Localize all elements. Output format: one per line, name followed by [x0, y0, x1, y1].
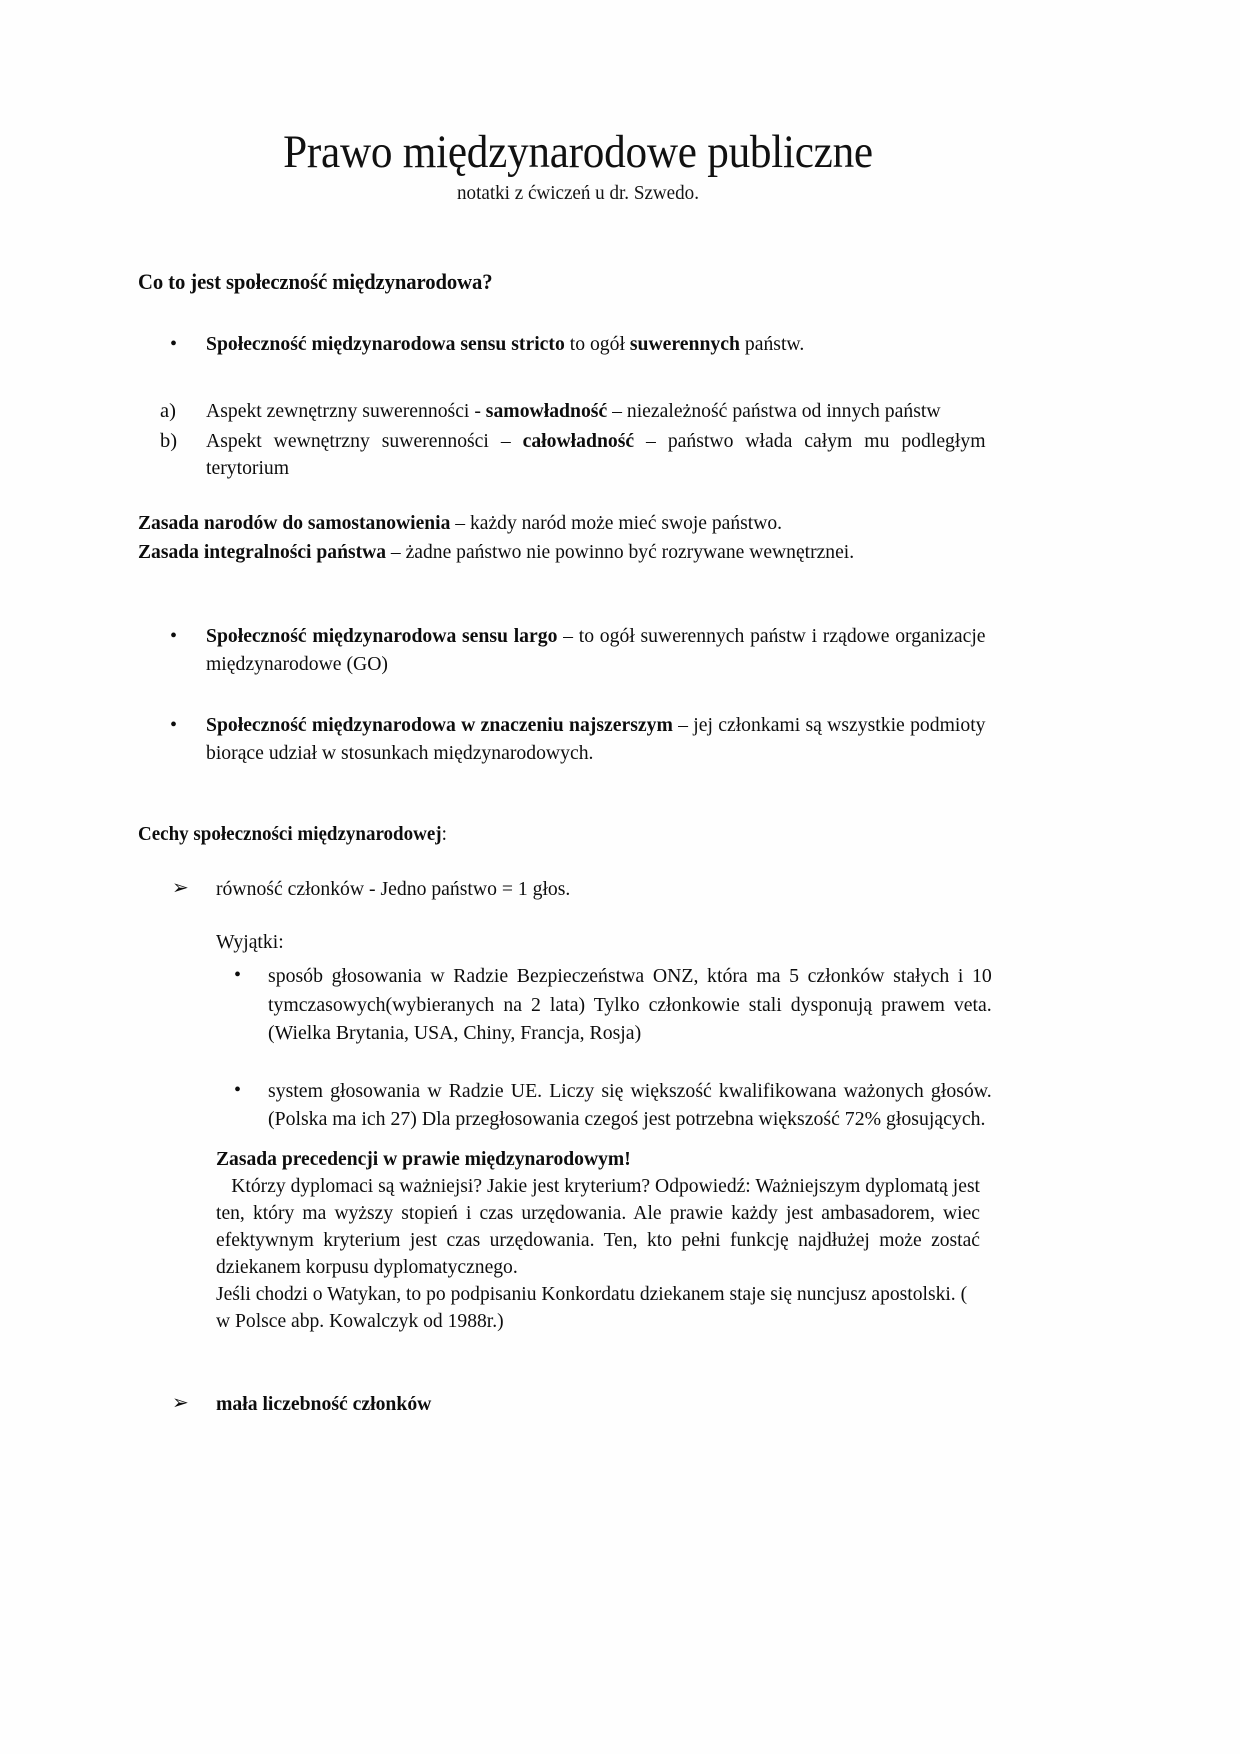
spacer — [138, 358, 1018, 398]
heading-emphasis: Cechy społeczności międzynarodowej — [138, 823, 442, 846]
list-item — [138, 398, 1018, 425]
list-item — [138, 712, 1018, 767]
emphasis-term: samowładność — [485, 400, 608, 423]
text-run: państw. — [739, 332, 805, 355]
section-heading-cechy — [138, 823, 974, 846]
spacer — [138, 1134, 1018, 1148]
cechy-arrow-list-1 — [138, 876, 1018, 903]
zasada-paragraph — [138, 539, 978, 566]
list-item — [138, 623, 1018, 678]
bullet-dot-icon: • — [170, 714, 178, 737]
bullet-dot-icon: • — [170, 332, 178, 355]
text-run: – każdy naród może mieć swoje państwo. — [450, 512, 783, 535]
bullet-dot-icon: • — [234, 1079, 242, 1102]
text-run: to ogół — [564, 332, 630, 355]
list-item-text — [206, 712, 986, 767]
wyjatki-block — [216, 929, 1018, 1133]
definition-bullet-list-1 — [138, 331, 1018, 358]
page-subtitle: notatki z ćwiczeń u dr. Szwedo. — [457, 181, 699, 204]
emphasis-term: całowładność — [522, 429, 635, 452]
arrow-right-icon: ➢ — [172, 1391, 189, 1414]
emphasis-term: Społeczność międzynarodowa sensu largo — [206, 625, 558, 648]
list-marker-b: b) — [160, 429, 178, 452]
wyjatki-label: Wyjątki: — [216, 931, 284, 954]
zasady-block — [138, 510, 1018, 565]
spacer — [138, 767, 1018, 823]
page-title: Prawo międzynarodowe publiczne — [283, 126, 873, 178]
text-run: – niezależność państwa od innych państw — [607, 400, 941, 423]
section-heading-spolecznosc: Co to jest społeczność międzynarodowa? — [138, 268, 493, 294]
list-item — [216, 1077, 1018, 1134]
document-content — [138, 128, 1018, 1418]
spacer — [138, 567, 1018, 623]
list-item — [138, 428, 1018, 483]
emphasis-term: Zasada narodów do samostanowienia — [138, 512, 451, 535]
text-run: Aspekt zewnętrzny suwerenności - — [206, 400, 486, 423]
bullet-dot-icon: • — [170, 625, 178, 648]
precedencja-paragraph-1: Którzy dyplomaci są ważniejsi? Jakie jest kryterium? Odpowiedź: Ważniejszym dyplomatą jest ten, który ma wyższy stopień i czas urzędowania. Ale prawie każdy jest ambasadorem, wiec efektywnym kryterium jest czas urzędowania. Ten, kto pełni funkcję najdłużej może zostać dziekanem korpusu dyplomatycznego. — [216, 1174, 980, 1278]
list-item-text — [206, 398, 986, 425]
aspects-lettered-list — [138, 398, 1018, 482]
spacer — [138, 1335, 1018, 1391]
text-run: – to ogół suwerennych państw i rządowe organizacje międzynarodowe (GO) — [206, 625, 986, 675]
heading-suffix: : — [441, 823, 447, 846]
bullet-dot-icon: • — [234, 964, 242, 987]
emphasis-term: Społeczność międzynarodowa w znaczeniu najszerszym — [206, 714, 673, 737]
emphasis-term: Społeczność międzynarodowa sensu stricto — [206, 332, 565, 355]
list-item — [138, 876, 1018, 903]
arrow-right-icon: ➢ — [172, 877, 189, 900]
precedencja-paragraph-2: Jeśli chodzi o Watykan, to po podpisaniu Konkordatu dziekanem staje się nuncjusz apostolski. ( w Polsce abp. Kowalczyk od 1988r.) — [216, 1282, 968, 1332]
precedencja-heading: Zasada precedencji w prawie międzynarodowym! — [216, 1147, 631, 1170]
text-run: Aspekt wewnętrzny suwerenności – — [206, 429, 523, 452]
list-item-text — [206, 428, 986, 483]
text-run: – jej członkami są wszystkie podmioty biorące udział w stosunkach międzynarodowych. — [206, 714, 986, 764]
emphasis-term: suwerennych — [629, 332, 740, 355]
emphasis-term: Zasada integralności państwa — [138, 540, 387, 563]
text-run: – żadne państwo nie powinno być rozrywane wewnętrznei. — [386, 540, 855, 563]
list-item-text: mała liczebność członków — [216, 1392, 432, 1415]
list-marker-a: a) — [160, 400, 176, 423]
list-item-text — [206, 331, 986, 358]
list-item-text: sposób głosowania w Radzie Bezpieczeństwa ONZ, która ma 5 członków stałych i 10 tymczasowych(wybieranych na 2 lata) Tylko członkowie stali dysponują prawem veta. (Wielka Brytania, USA, Chiny, Francja, Rosja) — [268, 965, 992, 1044]
spacer — [138, 484, 1018, 510]
zasada-paragraph — [138, 510, 978, 537]
definition-bullet-list-2 — [138, 623, 1018, 767]
list-item-text — [206, 623, 986, 678]
list-item-text: system głosowania w Radzie UE. Liczy się większość kwalifikowana ważonych głosów. (Polska ma ich 27) Dla przegłosowania czegoś jest potrzebna większość 72% głosujących. — [268, 1080, 992, 1131]
list-item — [138, 1391, 1018, 1418]
list-item — [216, 962, 1018, 1047]
precedencja-block — [216, 1148, 1016, 1335]
text-run: – państwo włada całym mu podległym terytorium — [206, 429, 986, 479]
list-item-text: równość członków - Jedno państwo = 1 głos. — [216, 878, 571, 901]
wyjatki-list — [216, 962, 1018, 1133]
list-item — [138, 331, 1018, 358]
cechy-arrow-list-2 — [138, 1391, 1018, 1418]
spacer — [138, 903, 1018, 929]
